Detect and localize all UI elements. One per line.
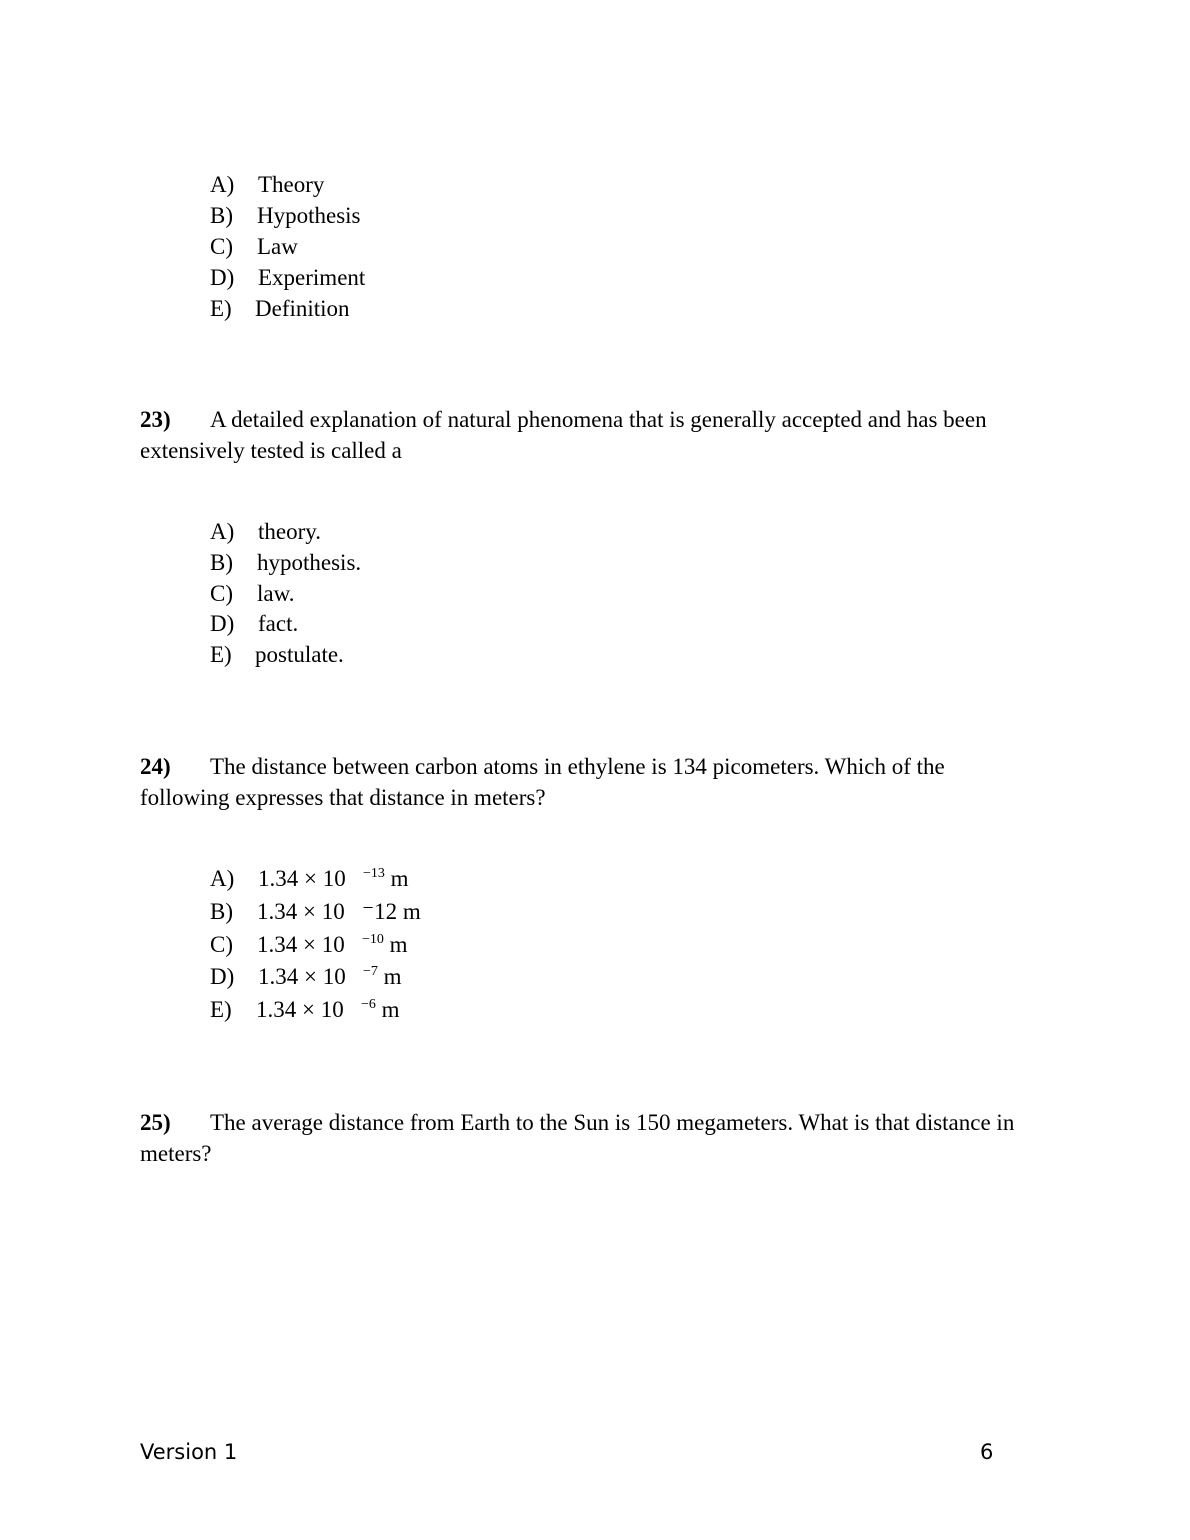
question-text-line1: A detailed explanation of natural phenomena that is generally accepted and has been <box>210 407 987 432</box>
question-text-line2: meters? <box>140 1141 212 1166</box>
option-letter: C) <box>210 234 233 259</box>
option-letter: A) <box>210 866 235 891</box>
option-text: hypothesis. <box>257 550 362 575</box>
option-text: law. <box>257 581 295 606</box>
option-base: 1.34 × 10 <box>258 964 346 989</box>
question-text-line1: The average distance from Earth to the Sun is 150 megameters. What is that distance in <box>210 1110 1015 1135</box>
option-base: 1.34 × 10 <box>257 932 345 957</box>
option-unit: m <box>390 866 409 891</box>
option-letter: C) <box>210 581 233 606</box>
question-number: 25) <box>140 1110 171 1135</box>
option-letter: B) <box>210 899 233 924</box>
option-text: Experiment <box>258 265 366 290</box>
option-base: 1.34 × 10 <box>256 997 344 1022</box>
option-unit: m <box>383 964 402 989</box>
option-text: Hypothesis <box>257 203 361 228</box>
option-exponent: −10 <box>361 932 384 947</box>
option-value <box>258 864 409 898</box>
option-letter: D) <box>210 265 235 290</box>
option-letter: D) <box>210 964 235 989</box>
option-exponent: −6 <box>360 997 376 1012</box>
option-letter: B) <box>210 550 233 575</box>
option-value <box>258 962 402 996</box>
page-number: 6 <box>980 1440 994 1464</box>
option-letter: E) <box>210 642 232 667</box>
option-exponent: −7 <box>362 964 378 979</box>
option-base: 1.34 × 10 <box>257 899 345 924</box>
option-base: 1.34 × 10 <box>258 866 346 891</box>
question-number: 24) <box>140 754 171 779</box>
option-text: Law <box>257 234 298 259</box>
question-text-line2: following expresses that distance in meters? <box>140 785 546 810</box>
option-letter: C) <box>210 932 233 957</box>
option-value <box>257 897 421 927</box>
question-text-line2: extensively tested is called a <box>140 438 402 463</box>
question-number: 23) <box>140 407 171 432</box>
option-text: postulate. <box>255 642 344 667</box>
option-value <box>256 995 400 1029</box>
option-letter: D) <box>210 611 235 636</box>
option-unit: m <box>389 932 408 957</box>
option-text: theory. <box>258 519 322 544</box>
option-exponent: −13 <box>362 866 385 881</box>
option-letter: B) <box>210 203 233 228</box>
option-letter: A) <box>210 172 235 197</box>
option-exponent-inline: ⁻12 m <box>361 899 421 924</box>
option-letter: E) <box>210 296 232 321</box>
option-letter: A) <box>210 519 235 544</box>
option-unit: m <box>381 997 400 1022</box>
option-text: Definition <box>255 296 350 321</box>
option-letter: E) <box>210 997 232 1022</box>
question-text-line1: The distance between carbon atoms in ethylene is 134 picometers. Which of the <box>210 754 945 779</box>
option-text: Theory <box>258 172 325 197</box>
option-text: fact. <box>258 611 299 636</box>
option-value <box>257 930 408 964</box>
version-label: Version 1 <box>140 1440 238 1464</box>
